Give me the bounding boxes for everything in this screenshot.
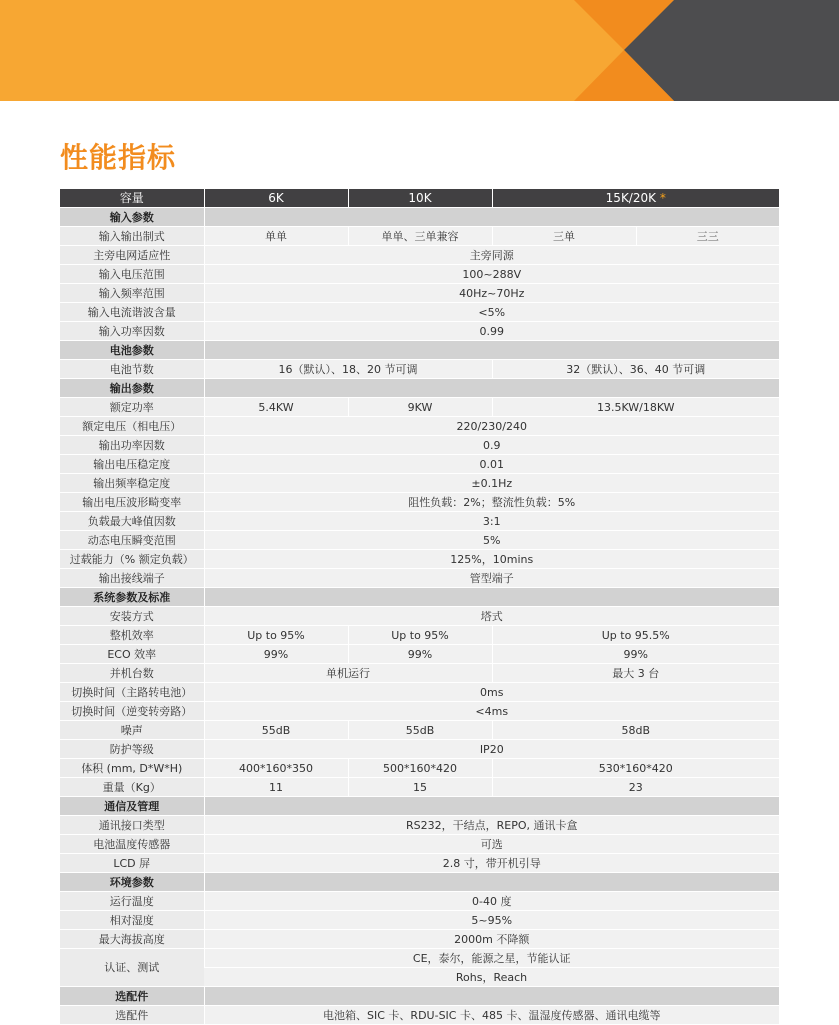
- row-label: 输入输出制式: [60, 227, 204, 246]
- table-row: [60, 417, 779, 436]
- row-label: 电池温度传感器: [60, 835, 204, 854]
- cell-value: 0-40 度: [204, 892, 779, 911]
- row-label: 输出功率因数: [60, 436, 204, 455]
- row-label: 相对湿度: [60, 911, 204, 930]
- table-row: [60, 474, 779, 493]
- cell-value: 0.9: [204, 436, 779, 455]
- section-fill: [204, 873, 779, 892]
- section-title: 电池参数: [60, 341, 204, 360]
- row-label: 输入电压范围: [60, 265, 204, 284]
- cell-10k: 单单、三单兼容: [348, 227, 492, 246]
- cell-value: <4ms: [204, 702, 779, 721]
- row-label: 动态电压瞬变范围: [60, 531, 204, 550]
- section-fill: [204, 208, 779, 227]
- table-row: [60, 607, 779, 626]
- cell-10k: 55dB: [348, 721, 492, 740]
- cell-value: 0.01: [204, 455, 779, 474]
- cell-15k: 58dB: [492, 721, 779, 740]
- table-row: [60, 531, 779, 550]
- capacity-header: 容量: [60, 189, 204, 208]
- table-row: [60, 664, 779, 683]
- row-label: 输入频率范围: [60, 284, 204, 303]
- table-row: [60, 265, 779, 284]
- table-row: [60, 284, 779, 303]
- row-label: ECO 效率: [60, 645, 204, 664]
- cell-6k: 单单: [204, 227, 348, 246]
- row-label: 选配件: [60, 1006, 204, 1025]
- cell-value: 220/230/240: [204, 417, 779, 436]
- section-row: [60, 873, 779, 892]
- cell-10k: 15: [348, 778, 492, 797]
- cell-value: 40Hz~70Hz: [204, 284, 779, 303]
- cell-value: RS232，干结点，REPO, 通讯卡盒: [204, 816, 779, 835]
- cell-value: 主旁同源: [204, 246, 779, 265]
- cell-6k: 55dB: [204, 721, 348, 740]
- row-label: 重量（Kg）: [60, 778, 204, 797]
- section-title: 输入参数: [60, 208, 204, 227]
- section-fill: [204, 379, 779, 398]
- row-label: 输出接线端子: [60, 569, 204, 588]
- table-row: [60, 246, 779, 265]
- row-label: 体积 (mm, D*W*H): [60, 759, 204, 778]
- table-row: [60, 778, 779, 797]
- table-row: [60, 322, 779, 341]
- row-label: 整机效率: [60, 626, 204, 645]
- cell-value: 0ms: [204, 683, 779, 702]
- section-row: [60, 341, 779, 360]
- section-fill: [204, 588, 779, 607]
- table-row: [60, 398, 779, 417]
- table-row: [60, 550, 779, 569]
- section-row: [60, 588, 779, 607]
- capacity-6k-header: 6K: [204, 189, 348, 208]
- row-label: 额定电压（相电压）: [60, 417, 204, 436]
- row-label: 切换时间（逆变转旁路）: [60, 702, 204, 721]
- row-label: 过载能力（% 额定负载）: [60, 550, 204, 569]
- cell-value: ±0.1Hz: [204, 474, 779, 493]
- table-row: [60, 759, 779, 778]
- table-row: [60, 645, 779, 664]
- row-label: 通讯接口类型: [60, 816, 204, 835]
- cell-value: <5%: [204, 303, 779, 322]
- section-fill: [204, 797, 779, 816]
- row-label: 电池节数: [60, 360, 204, 379]
- cell-value: 塔式: [204, 607, 779, 626]
- row-label: 切换时间（主路转电池）: [60, 683, 204, 702]
- cell-value: 电池箱、SIC 卡、RDU-SIC 卡、485 卡、温湿度传感器、通讯电缆等: [204, 1006, 779, 1025]
- cell-value: 管型端子: [204, 569, 779, 588]
- cell-value: 5%: [204, 531, 779, 550]
- cell-value: 125%，10mins: [204, 550, 779, 569]
- row-label: LCD 屏: [60, 854, 204, 873]
- section-row: [60, 987, 779, 1006]
- row-label: 认证、测试: [60, 949, 204, 987]
- table-row: [60, 949, 779, 968]
- cell-value: CE，泰尔，能源之星，节能认证: [204, 949, 779, 968]
- section-title: 选配件: [60, 987, 204, 1006]
- cell-15k: 32（默认）、36、40 节可调: [492, 360, 779, 379]
- cell-value: 2000m 不降额: [204, 930, 779, 949]
- row-label: 输入功率因数: [60, 322, 204, 341]
- table-row: [60, 702, 779, 721]
- cell-15k-b: 三三: [636, 227, 779, 246]
- cell-6k-10k: 16（默认）、18、20 节可调: [204, 360, 492, 379]
- header-banner: [0, 0, 839, 101]
- row-label: 安装方式: [60, 607, 204, 626]
- table-row: [60, 227, 779, 246]
- table-row: [60, 493, 779, 512]
- cell-10k: 9KW: [348, 398, 492, 417]
- row-label: 最大海拔高度: [60, 930, 204, 949]
- row-label: 输入电流谐波含量: [60, 303, 204, 322]
- cell-15k: 最大 3 台: [492, 664, 779, 683]
- cell-15k-a: 三单: [492, 227, 636, 246]
- table-row: [60, 436, 779, 455]
- section-fill: [204, 987, 779, 1006]
- section-fill: [204, 341, 779, 360]
- cell-15k: 99%: [492, 645, 779, 664]
- row-label: 额定功率: [60, 398, 204, 417]
- cell-6k: 5.4KW: [204, 398, 348, 417]
- cell-15k: 530*160*420: [492, 759, 779, 778]
- table-row: [60, 303, 779, 322]
- table-row: [60, 721, 779, 740]
- row-label: 主旁电网适应性: [60, 246, 204, 265]
- table-row: [60, 740, 779, 759]
- table-row: [60, 835, 779, 854]
- cell-value: 5~95%: [204, 911, 779, 930]
- capacity-15k-label: 15K/20K: [605, 190, 656, 205]
- cell-value: 可选: [204, 835, 779, 854]
- row-label: 防护等级: [60, 740, 204, 759]
- table-row: [60, 816, 779, 835]
- row-label: 噪声: [60, 721, 204, 740]
- table-header-row: [60, 189, 779, 208]
- cell-6k: Up to 95%: [204, 626, 348, 645]
- table-row: [60, 626, 779, 645]
- row-label: 运行温度: [60, 892, 204, 911]
- row-label: 输出电压稳定度: [60, 455, 204, 474]
- cell-15k: 23: [492, 778, 779, 797]
- cell-10k: 99%: [348, 645, 492, 664]
- cell-value: 100~288V: [204, 265, 779, 284]
- section-row: [60, 379, 779, 398]
- table-row: [60, 683, 779, 702]
- table-row: [60, 512, 779, 531]
- cell-10k: 500*160*420: [348, 759, 492, 778]
- cell-value: 阻性负载：2%；整流性负载：5%: [204, 493, 779, 512]
- spec-table: [60, 189, 779, 1025]
- row-label: 输出频率稳定度: [60, 474, 204, 493]
- table-row: [60, 455, 779, 474]
- cell-10k: Up to 95%: [348, 626, 492, 645]
- cell-value: 0.99: [204, 322, 779, 341]
- cell-15k: Up to 95.5%: [492, 626, 779, 645]
- cell-6k: 11: [204, 778, 348, 797]
- row-label: 输出电压波形畸变率: [60, 493, 204, 512]
- cell-value: Rohs，Reach: [204, 968, 779, 987]
- cell-15k: 13.5KW/18KW: [492, 398, 779, 417]
- cell-value: IP20: [204, 740, 779, 759]
- table-row: [60, 911, 779, 930]
- table-row: [60, 569, 779, 588]
- page-title: 性能指标: [60, 141, 177, 174]
- cell-6k: 400*160*350: [204, 759, 348, 778]
- capacity-15k-header: [492, 189, 779, 208]
- row-label: 并机台数: [60, 664, 204, 683]
- section-title: 通信及管理: [60, 797, 204, 816]
- row-label: 负载最大峰值因数: [60, 512, 204, 531]
- table-row: [60, 892, 779, 911]
- cell-value: 2.8 寸，带开机引导: [204, 854, 779, 873]
- cell-6k: 99%: [204, 645, 348, 664]
- cell-6k-10k: 单机运行: [204, 664, 492, 683]
- table-row: [60, 1006, 779, 1025]
- table-row: [60, 854, 779, 873]
- section-title: 输出参数: [60, 379, 204, 398]
- capacity-10k-header: 10K: [348, 189, 492, 208]
- table-row: [60, 930, 779, 949]
- section-title: 环境参数: [60, 873, 204, 892]
- section-row: [60, 208, 779, 227]
- section-row: [60, 797, 779, 816]
- section-title: 系统参数及标准: [60, 588, 204, 607]
- table-row: [60, 360, 779, 379]
- star-icon: *: [659, 190, 666, 205]
- cell-value: 3:1: [204, 512, 779, 531]
